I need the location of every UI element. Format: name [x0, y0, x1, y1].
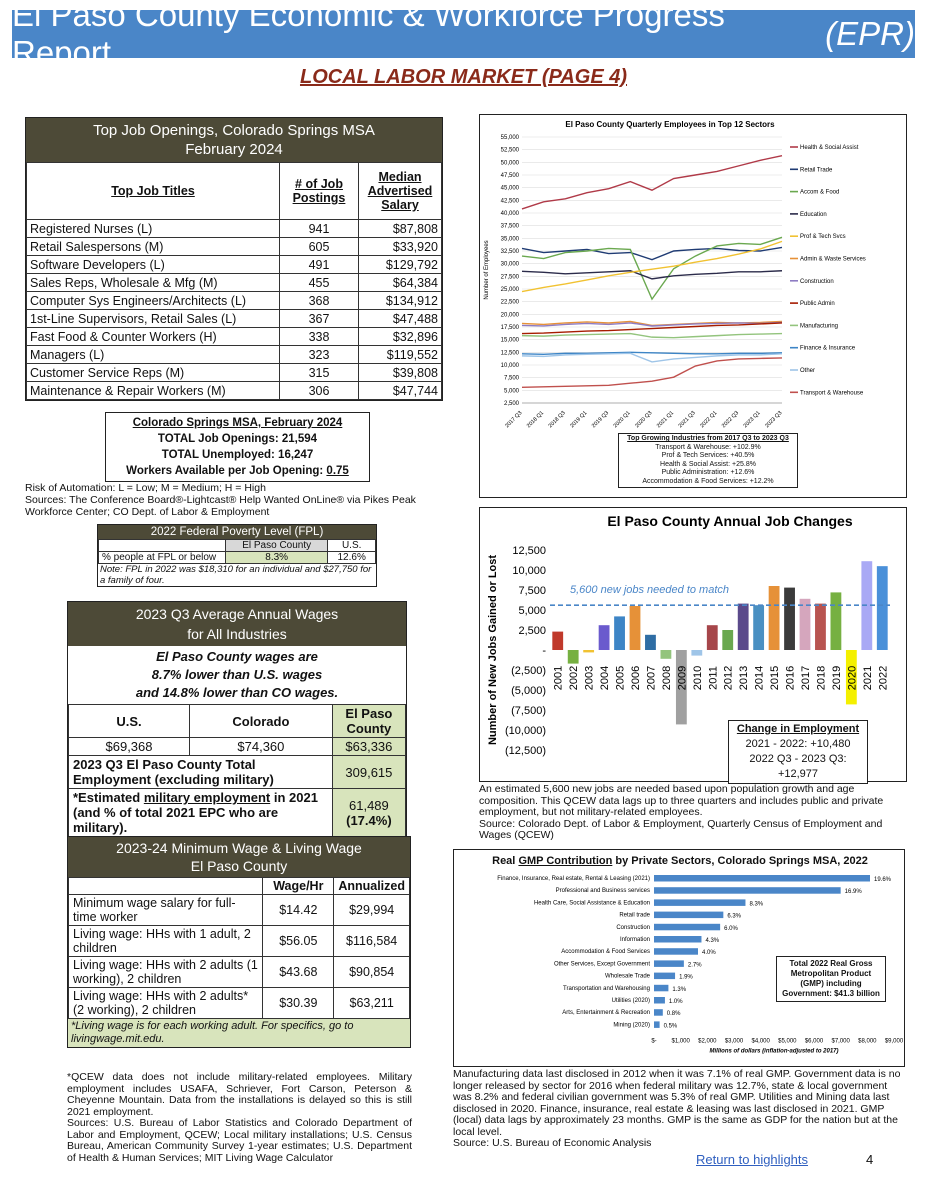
- bar: [645, 635, 656, 650]
- x-tick-label: 2019 Q3: [590, 410, 611, 430]
- min-wage-subtitle: El Paso County: [190, 858, 288, 874]
- job-salary: $134,912: [359, 292, 442, 310]
- col-postings: # of Job Postings: [280, 163, 359, 220]
- x-tick-label: 2017: [800, 665, 812, 691]
- bar: [599, 625, 610, 650]
- wage-label: Living wage: HHs with 1 adult, 2 children: [69, 926, 263, 957]
- growing-item: Health & Social Assist: +25.8%: [660, 460, 756, 468]
- fpl-row-label: % people at FPL or below: [99, 552, 226, 564]
- y-tick-label: 10,000: [500, 363, 519, 369]
- x-tick-label: 2004: [599, 665, 612, 691]
- y-tick-label: (2,500): [511, 665, 546, 677]
- y-tick-label: (5,000): [511, 685, 546, 697]
- y-tick-label: 37,500: [500, 223, 519, 230]
- x-tick-label: 2020 Q3: [634, 410, 654, 430]
- x-tick-label: 2009: [676, 665, 689, 691]
- y-tick-label: 27,500: [500, 274, 519, 281]
- job-title: Retail Salespersons (M): [27, 238, 280, 256]
- x-tick-label: 2018 Q1: [525, 410, 546, 430]
- job-row: [27, 220, 442, 238]
- x-tick-label: 2020 Q1: [612, 410, 632, 430]
- y-tick-label: 20,000: [500, 312, 519, 319]
- x-tick-label: 2023 Q3: [764, 410, 784, 430]
- bar-value-label: 2.7%: [687, 962, 702, 969]
- job-title: Customer Service Reps (M): [27, 364, 280, 382]
- bar: [738, 604, 749, 650]
- x-tick-label: 2021 Q3: [677, 410, 697, 430]
- x-tick-label: 2010: [691, 665, 704, 691]
- y-tick-label: 35,000: [500, 236, 519, 243]
- bar: [654, 912, 723, 919]
- change-in-employment-box: [728, 720, 868, 784]
- bar: [568, 650, 579, 664]
- bar: [654, 1009, 663, 1016]
- x-tick-label: $3,000: [724, 1038, 744, 1045]
- left-sources: Sources: U.S. Bureau of Labor Statistics and Colorado Department of Labor and Employment, QCEW; Local military installations; U.S. Census Bureau, American Community Survey 1-year estimates; U.S. Department of Health & Human Services; MIT Living Wage Calculator: [67, 1117, 412, 1164]
- y-tick-label: 17,500: [500, 325, 519, 331]
- bar: [614, 616, 625, 650]
- wages-col-us: U.S.: [69, 705, 190, 738]
- bar: [661, 650, 672, 659]
- series-line: [522, 334, 782, 338]
- annual-notes-source: Source: Colorado Dept. of Labor & Employment, Quarterly Census of Employment and Wages (QCEW): [479, 817, 883, 841]
- job-row: [27, 328, 442, 346]
- gmp-chart-title: Real GMP Contribution by Private Sectors, Colorado Springs MSA, 2022: [492, 855, 868, 867]
- x-tick-label: 2015: [769, 665, 782, 691]
- y-tick-label: (7,500): [511, 705, 546, 717]
- bar: [784, 588, 795, 650]
- wage-ann: $116,584: [334, 926, 410, 957]
- col-job-titles: Top Job Titles: [27, 163, 280, 220]
- avg-wages-title: 2023 Q3 Average Annual Wages: [135, 606, 339, 622]
- job-postings: 338: [280, 328, 359, 346]
- y-tick-label: 32,500: [500, 249, 519, 255]
- x-tick-label: 2014: [753, 665, 766, 691]
- job-postings: 323: [280, 346, 359, 364]
- y-tick-label: 42,500: [500, 198, 519, 205]
- x-tick-label: $6,000: [804, 1038, 824, 1045]
- job-salary: $47,488: [359, 310, 442, 328]
- x-tick-label: 2008: [660, 665, 673, 691]
- military-footnote: *QCEW data does not include military-related employees. Military employment includes USAFA, Schriever, Fort Carson, Peterson & Cheyenne Mountain. Data from the installations is delayed so this is still 2021 employment.: [67, 1071, 412, 1118]
- job-row: [27, 310, 442, 328]
- job-row: [27, 364, 442, 382]
- x-tick-label: $4,000: [751, 1038, 770, 1045]
- top-growing-title: Top Growing Industries from 2017 Q3 to 2023 Q3: [627, 435, 789, 442]
- category-label: Health Care, Social Assistance & Education: [533, 900, 650, 907]
- y-tick-label: 52,500: [500, 147, 519, 154]
- bar: [654, 948, 698, 955]
- job-title: Sales Reps, Wholesale & Mfg (M): [27, 274, 280, 292]
- x-tick-label: 2013: [738, 665, 751, 691]
- x-tick-label: 2016: [784, 665, 797, 691]
- wages-col-co: Colorado: [190, 705, 333, 738]
- series-line: [522, 156, 782, 209]
- bar-value-label: 4.3%: [705, 938, 720, 944]
- x-tick-label: 2021: [861, 665, 874, 691]
- y-tick-label: 47,500: [500, 173, 519, 179]
- page-number: 4: [866, 1152, 874, 1167]
- gmp-chart-panel: [453, 849, 905, 1067]
- chart-title: El Paso County Quarterly Employees in Top 12 Sectors: [565, 120, 775, 129]
- job-postings: 315: [280, 364, 359, 382]
- y-tick-label: 55,000: [500, 135, 519, 141]
- y-tick-label: 45,000: [500, 185, 519, 192]
- mw-col-ann: Annualized: [334, 878, 410, 895]
- x-tick-label: 2001: [552, 665, 565, 691]
- y-tick-label: 10,000: [512, 565, 546, 577]
- top-jobs-title: Top Job Openings, Colorado Springs MSA: [93, 122, 375, 139]
- fpl-col-epc: El Paso County: [226, 540, 328, 552]
- bar: [654, 997, 665, 1004]
- wage-ann: $90,854: [334, 957, 410, 988]
- page-subtitle: LOCAL LABOR MARKET (PAGE 4): [299, 66, 628, 88]
- annual-notes-text: An estimated 5,600 new jobs are needed based upon population growth and age composition. This QCEW data lags up to three quarters and includes public and private employment, but not military-related employees.: [479, 783, 884, 818]
- legend-label: Education: [800, 211, 827, 218]
- category-label: Arts, Entertainment & Recreation: [562, 1010, 650, 1017]
- bar: [691, 650, 702, 656]
- wage-row: [69, 957, 410, 988]
- wage-row: [69, 926, 410, 957]
- x-tick-label: $8,000: [858, 1038, 877, 1045]
- bar-value-label: 19.6%: [874, 877, 892, 883]
- job-postings: 455: [280, 274, 359, 292]
- min-wage-header: [68, 837, 410, 877]
- y-tick-label: 40,000: [500, 211, 519, 217]
- change-line-1: 2021 - 2022: +10,480: [745, 738, 851, 750]
- legend-label: Public Admin: [800, 301, 835, 308]
- gmp-notes-text: Manufacturing data last disclosed in 2012 when it was 7.1% of real GMP. Government data is no longer released by sector for 2016 when federal military was 12.7%, state & local government was 8.2% and federal civilian government was 5.3% of real GMP. Utilities and Mining data last disclosed in 2020. Finance, insurance, real estate & leasing was last disclosed in 2021. GMP (local) data lags by approximately 23 months. GMP is the same as GDP for the nation but at the local level.: [453, 1068, 901, 1138]
- bar-value-label: 8.3%: [749, 901, 764, 908]
- growing-item: Transport & Warehouse: +102.9%: [655, 443, 761, 451]
- bar-value-label: 1.3%: [672, 986, 687, 993]
- bar: [654, 985, 668, 992]
- y-tick-label: (12,500): [505, 745, 546, 757]
- quarterly-employees-chart-panel: [479, 114, 907, 498]
- job-row: [27, 292, 442, 310]
- wage-hr: $30.39: [263, 988, 334, 1019]
- x-tick-label: $9,000: [884, 1038, 904, 1045]
- wage-ann: $29,994: [334, 895, 410, 926]
- bar: [654, 899, 745, 906]
- job-title: Registered Nurses (L): [27, 220, 280, 238]
- bar-value-label: 0.8%: [666, 1011, 681, 1018]
- bar-value-label: 4.0%: [702, 950, 716, 957]
- legend-label: Finance & Insurance: [800, 345, 856, 352]
- y-tick-label: 5,000: [503, 388, 519, 395]
- legend-label: Prof & Tech Svcs: [800, 234, 846, 241]
- job-row: [27, 256, 442, 274]
- series-line: [522, 353, 782, 362]
- avg-wages-header: [68, 602, 406, 646]
- job-postings: 367: [280, 310, 359, 328]
- x-tick-label: 2023 Q1: [742, 410, 762, 430]
- category-label: Retail trade: [619, 912, 650, 919]
- job-row: [27, 274, 442, 292]
- series-line: [522, 237, 782, 299]
- growing-item: Prof & Tech Services: +40.5%: [661, 452, 755, 459]
- fpl-epc-value: 8.3%: [226, 552, 328, 564]
- bar: [654, 924, 720, 931]
- fpl-title: 2022 Federal Poverty Level (FPL): [98, 525, 376, 539]
- msa-workers-per-opening: Workers Available per Job Opening: 0.75: [126, 465, 349, 477]
- y-tick-label: 12,500: [512, 545, 546, 557]
- series-line: [522, 241, 782, 291]
- bar: [831, 592, 842, 650]
- y-tick-label: 15,000: [500, 337, 519, 344]
- msa-unemployed: TOTAL Unemployed: 16,247: [161, 449, 314, 461]
- x-tick-label: 2018: [815, 665, 828, 691]
- job-salary: $33,920: [359, 238, 442, 256]
- x-tick-label: 2022 Q3: [720, 410, 741, 430]
- living-wage-note: *Living wage is for each working adult. For specifics, go to livingwage.mit.edu.: [68, 1019, 410, 1047]
- category-label: Mining (2020): [613, 1022, 650, 1029]
- job-postings: 491: [280, 256, 359, 274]
- bar: [707, 625, 718, 650]
- x-tick-label: $7,000: [831, 1038, 850, 1045]
- top-jobs-header-row: [27, 163, 442, 220]
- job-salary: $32,896: [359, 328, 442, 346]
- bar: [753, 605, 764, 650]
- y-axis-label: Number of Employees: [484, 240, 490, 300]
- total-employment-value: 309,615: [332, 756, 405, 789]
- report-title-abbrev: (EPR): [825, 15, 915, 52]
- x-tick-label: 2002: [568, 665, 581, 691]
- reference-line-label: 5,600 new jobs needed to match: [570, 584, 730, 597]
- bar-value-label: 1.0%: [668, 999, 683, 1005]
- y-tick-label: 2,500: [503, 401, 519, 407]
- chart-title: El Paso County Annual Job Changes: [607, 513, 853, 529]
- wages-epc-value: $63,336: [332, 738, 405, 756]
- automation-risk-note: Risk of Automation: L = Low; M = Medium; H = High: [25, 482, 266, 494]
- category-label: Transportation and Warehousing: [563, 985, 650, 992]
- x-tick-label: 2020: [846, 665, 859, 691]
- y-tick-label: 25,000: [500, 287, 519, 293]
- bar: [654, 887, 841, 894]
- y-tick-label: -: [542, 645, 546, 657]
- jobs-notes: [25, 482, 445, 518]
- x-tick-label: 2021 Q1: [655, 410, 676, 430]
- bar-value-label: 6.0%: [724, 925, 738, 932]
- x-tick-label: 2017 Q3: [504, 410, 524, 430]
- gmp-notes-source: Source: U.S. Bureau of Economic Analysis: [453, 1137, 652, 1149]
- bar: [800, 599, 811, 650]
- series-line: [522, 271, 782, 279]
- bar: [630, 606, 641, 650]
- x-tick-label: 2007: [645, 665, 658, 691]
- change-line-2: 2022 Q3 - 2023 Q3: +12,977: [749, 753, 847, 780]
- category-label: Construction: [616, 924, 650, 931]
- job-row: [27, 382, 442, 400]
- x-tick-label: 2019: [830, 665, 843, 691]
- bar: [815, 604, 826, 650]
- wages-us-value: $69,368: [69, 738, 190, 756]
- change-in-employment-title: Change in Employment: [736, 723, 860, 735]
- job-salary: $87,808: [359, 220, 442, 238]
- avg-wages-panel: [67, 601, 407, 838]
- annual-notes: [479, 784, 909, 842]
- avg-wages-subtitle: for All Industries: [187, 626, 287, 642]
- category-label: Utilities (2020): [611, 998, 650, 1004]
- fpl-panel: [97, 524, 377, 587]
- bar-value-label: 6.3%: [727, 913, 742, 920]
- x-tick-label: 2012: [722, 665, 735, 691]
- legend-label: Accom & Food: [800, 189, 840, 196]
- job-postings: 368: [280, 292, 359, 310]
- min-wage-table: [68, 877, 410, 1019]
- x-tick-label: 2003: [583, 665, 596, 691]
- fpl-note: Note: FPL in 2022 was $18,310 for an individual and $27,750 for a family of four.: [100, 564, 372, 586]
- bar: [552, 632, 563, 650]
- job-salary: $39,808: [359, 364, 442, 382]
- fpl-col-us: U.S.: [328, 540, 376, 552]
- top-jobs-table: [26, 162, 442, 400]
- x-tick-label: $2,000: [698, 1038, 717, 1045]
- legend-label: Other: [800, 368, 816, 374]
- wage-row: [69, 988, 410, 1019]
- min-wage-title: 2023-24 Minimum Wage & Living Wage: [116, 840, 362, 856]
- x-tick-label: $-: [651, 1038, 657, 1045]
- series-line: [522, 352, 782, 354]
- msa-summary-box: [105, 412, 370, 482]
- legend-label: Health & Social Assist: [800, 145, 859, 151]
- bar: [769, 586, 780, 650]
- legend-label: Construction: [800, 278, 834, 285]
- wage-ann: $63,211: [334, 988, 410, 1019]
- top-growing-box: [618, 433, 798, 488]
- x-tick-label: 2022: [877, 665, 890, 691]
- top-jobs-header: [26, 118, 442, 162]
- y-tick-label: 22,500: [500, 299, 519, 306]
- total-employment-label: 2023 Q3 El Paso County Total Employment (excluding military): [69, 756, 333, 789]
- x-tick-label: $5,000: [778, 1038, 797, 1045]
- category-label: Information: [619, 937, 650, 943]
- bar: [654, 960, 684, 967]
- category-label: Wholesale Trade: [604, 973, 650, 980]
- job-title: Fast Food & Counter Workers (H): [27, 328, 280, 346]
- job-salary: $119,552: [359, 346, 442, 364]
- report-title: El Paso County Economic & Workforce Progress Report: [12, 0, 725, 71]
- x-tick-label: 2019 Q1: [569, 410, 589, 430]
- category-label: Accommodation & Food Services: [561, 949, 650, 956]
- bar: [654, 875, 870, 882]
- bar: [722, 630, 733, 650]
- wage-label: Living wage: HHs with 2 adults (1 working), 2 children: [69, 957, 263, 988]
- bar-value-label: 1.9%: [679, 974, 693, 981]
- category-label: Finance, Insurance, Real estate, Rental & Leasing (2021): [497, 876, 650, 882]
- category-label: Other Services, Except Government: [553, 961, 650, 968]
- wage-hr: $43.68: [263, 957, 334, 988]
- gmp-total-callout: Total 2022 Real Gross Metropolitan Product (GMP) including Government: $41.3 billion: [776, 956, 886, 1002]
- return-to-highlights-link[interactable]: Return to highlights: [696, 1152, 809, 1167]
- msa-summary-title: Colorado Springs MSA, February 2024: [132, 417, 343, 429]
- job-postings: 605: [280, 238, 359, 256]
- x-tick-label: 2006: [630, 665, 642, 691]
- legend-label: Retail Trade: [800, 167, 833, 174]
- fpl-us-value: 12.6%: [328, 552, 376, 564]
- legend-label: Transport & Warehouse: [800, 390, 864, 397]
- bar: [877, 566, 888, 650]
- wages-co-value: $74,360: [190, 738, 333, 756]
- job-salary: $47,744: [359, 382, 442, 400]
- x-tick-label: 2022 Q1: [699, 410, 719, 430]
- job-salary: $64,384: [359, 274, 442, 292]
- legend-label: Admin & Waste Services: [800, 256, 866, 263]
- job-row: [27, 238, 442, 256]
- job-row: [27, 346, 442, 364]
- y-tick-label: 7,500: [503, 375, 519, 382]
- top-job-openings-panel: [25, 117, 443, 401]
- x-tick-label: $1,000: [671, 1038, 690, 1045]
- avg-wages-table: [68, 704, 406, 837]
- bar-value-label: 0.5%: [663, 1023, 678, 1030]
- category-label: Professional and Business services: [555, 888, 650, 895]
- military-employment-value: 61,489 (17.4%): [332, 789, 405, 837]
- y-axis-label: Number of New Jobs Gained or Lost: [487, 554, 499, 746]
- military-employment-label: *Estimated military employment in 2021 (and % of total 2021 EPC who are military).: [69, 789, 333, 837]
- fpl-table: [98, 539, 376, 564]
- wage-label: Living wage: HHs with 2 adults* (2 working), 2 children: [69, 988, 263, 1019]
- mw-col-hr: Wage/Hr: [263, 878, 334, 895]
- job-title: Software Developers (L): [27, 256, 280, 274]
- min-wage-panel: [67, 836, 411, 1048]
- wage-gap-statement: El Paso County wages are 8.7% lower than U.S. wages and 14.8% lower than CO wages.: [135, 649, 339, 700]
- wage-row: [69, 895, 410, 926]
- top-jobs-period: February 2024: [185, 141, 283, 158]
- bar: [654, 1021, 660, 1028]
- job-title: Managers (L): [27, 346, 280, 364]
- job-salary: $129,792: [359, 256, 442, 274]
- y-tick-label: 50,000: [500, 160, 519, 167]
- left-footnotes: [67, 1072, 412, 1164]
- bar: [654, 973, 675, 980]
- wage-hr: $14.42: [263, 895, 334, 926]
- growing-item: Public Administration: +12.6%: [661, 469, 755, 476]
- growing-item: Accommodation & Food Services: +12.2%: [642, 477, 774, 485]
- report-title-banner: [12, 0, 915, 71]
- y-tick-label: 7,500: [518, 585, 546, 597]
- y-tick-label: 2,500: [518, 625, 546, 637]
- col-salary: Median Advertised Salary: [359, 163, 442, 220]
- legend-label: Manufacturing: [800, 323, 839, 330]
- annual-job-changes-panel: [479, 507, 907, 782]
- wage-label: Minimum wage salary for full-time worker: [69, 895, 263, 926]
- y-tick-label: (10,000): [505, 725, 546, 737]
- bar: [583, 650, 594, 652]
- msa-openings: TOTAL Job Openings: 21,594: [157, 433, 318, 445]
- y-tick-label: 30,000: [500, 261, 519, 268]
- jobs-sources-note: Sources: The Conference Board®-Lightcast® Help Wanted OnLine® via Pikes Peak Workforce Center; CO Dept. of Labor & Employment: [25, 494, 416, 518]
- x-tick-label: 2005: [614, 665, 627, 691]
- job-postings: 306: [280, 382, 359, 400]
- wage-hr: $56.05: [263, 926, 334, 957]
- bar: [654, 936, 701, 943]
- job-postings: 941: [280, 220, 359, 238]
- gmp-notes: [453, 1069, 908, 1150]
- x-axis-label: Millions of dollars (inflation-adjusted to 2017): [709, 1048, 839, 1055]
- job-title: Computer Sys Engineers/Architects (L): [27, 292, 280, 310]
- job-title: Maintenance & Repair Workers (M): [27, 382, 280, 400]
- x-tick-label: 2011: [707, 666, 720, 690]
- job-title: 1st-Line Supervisors, Retail Sales (L): [27, 310, 280, 328]
- y-tick-label: 12,500: [500, 350, 519, 357]
- y-tick-label: 5,000: [518, 605, 546, 617]
- bar-value-label: 16.9%: [844, 889, 862, 896]
- x-tick-label: 2018 Q3: [547, 410, 567, 430]
- wages-col-epc: El Paso County: [332, 705, 405, 738]
